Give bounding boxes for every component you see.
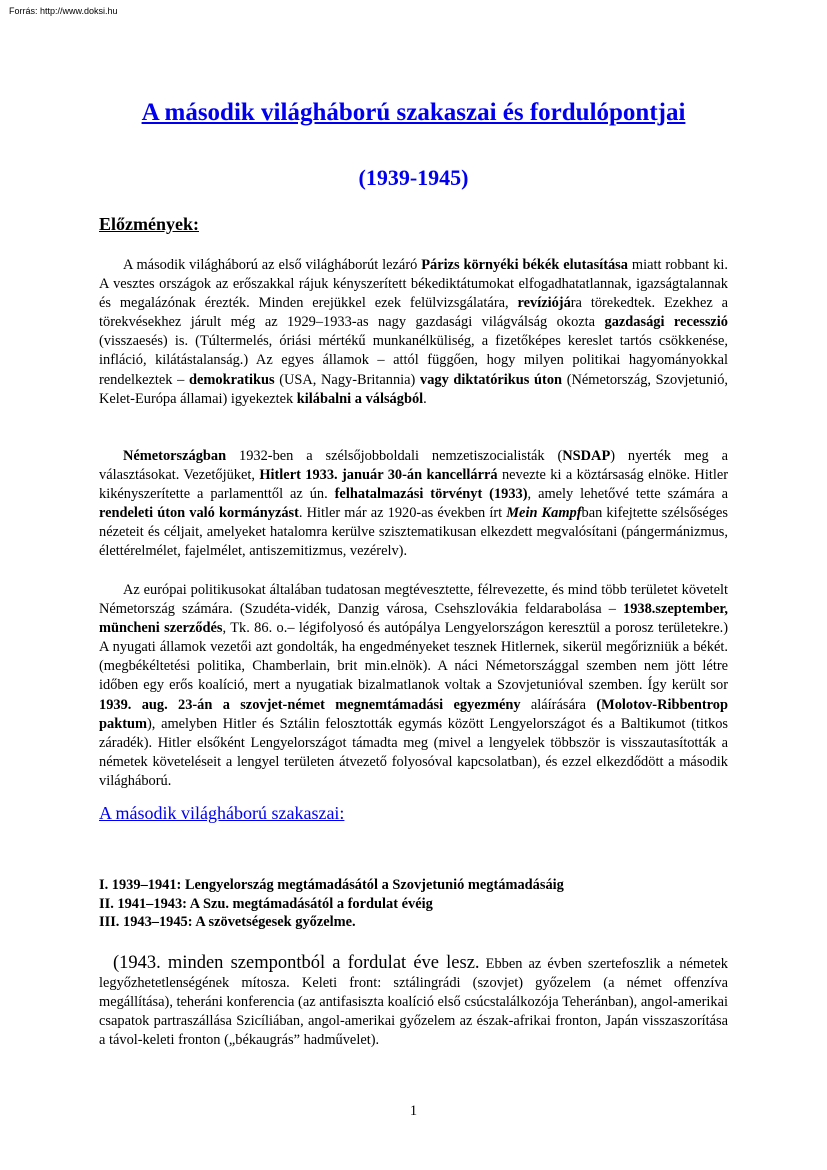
emphasized-text: kilábalni a válságból [296, 390, 424, 407]
emphasized-text: 1938.szeptember, müncheni szerződés [99, 601, 728, 637]
turning-point-text: Ebben az évben szertefoszlik a németek legyőzhetetlenségének mítosza. Keleti front: sztálingrádi (szovjet) győzelem (a német offenzíva megállítása), teheráni konferencia (az antifasiszta koalíció első csúcstalálkozója Teheránban), angol-amerikai csapatok partraszállása Szicíliában, angol-amerikai győzelem az észak-afrikai fronton, Japán visszaszorítása a távol-keleti fronton („békaugrás” hadművelet). [99, 956, 728, 1049]
page-title: A második világháború szakaszai és fordulópontjai [141, 99, 686, 126]
paragraph-turning-point [99, 954, 728, 1050]
paragraph-text: nevezte ki a köztársaság elnöke. Hitler kikényszerítette a parlamenttől az ún. [99, 467, 728, 503]
emphasized-text: rendeleti úton való kormányzást [99, 505, 299, 522]
paragraph-text: , amely lehetővé tette számára a [527, 486, 728, 503]
paragraph-text: aláírására [520, 696, 597, 713]
paragraph-text: . Hitler már az 1920-as években írt [298, 505, 507, 522]
paragraph-text: (visszaesés) is. (Túltermelés, óriási mértékű munkanélküliség, a fizetőképes kereslet tartós csökkenése, infláció, kilátástalanság.) Az egyes államok – attól függően, hogy milyen politikai hagyományokkal rendelkeztek – [99, 333, 728, 388]
emphasized-text: Mein Kampf [506, 505, 582, 522]
turning-point-lead: (1943. minden szempontból a fordulat éve lesz. [113, 953, 480, 973]
emphasized-text: Hitlert 1933. január 30-án kancellárrá [259, 467, 498, 484]
source-url: Forrás: http://www.doksi.hu [9, 6, 118, 16]
stage-item-1: I. 1939–1941: Lengyelország megtámadásától a Szovjetunió megtámadásáig [99, 877, 564, 893]
stages-list [99, 876, 564, 932]
stage-item-3: III. 1943–1945: A szövetségesek győzelme. [99, 914, 356, 930]
emphasized-text: (Molotov-Ribbentrop paktum [99, 696, 728, 732]
stage-item-2: II. 1941–1943: A Szu. megtámadásától a fordulat évéig [99, 895, 433, 912]
paragraph-text: ), amelyben Hitler és Sztálin felosztották egymás között Lengyelországot és a Baltikumot (titkos záradék). Hitler elsőként Lengyelországot támadta meg (mivel a lengyelek többször is visszautasították a németek követeléseit a lengyel területen átvezető folyosóval kapcsolatban), és ezzel elkezdődött a második világháború. [99, 715, 728, 789]
emphasized-text: 1939. aug. 23-án a szovjet-német megnemtámadási egyezmény [99, 696, 521, 713]
paragraph-antecedents [99, 256, 728, 409]
emphasized-text: Párizs környéki békék elutasítása [421, 257, 628, 273]
page-subtitle-years: (1939-1945) [358, 165, 469, 190]
emphasized-text: Németországban [123, 448, 227, 464]
paragraph-text: miatt robbant ki. A vesztes országok az erőszakkal rájuk kényszerített békediktátumokat elfogadhatatlannak, igazságtalannak és megalázónak érezték. Minden erejükkel ezek felülvizsgálatára, [99, 257, 728, 312]
page-number: 1 [409, 1103, 418, 1119]
paragraph-text: Az európai politikusokat általában tudatosan megtévesztette, félrevezette, és mind több területet követelt Németország számára. (Szudéta-vidék, Danzig városa, Csehszlovákia feldarabolása – [99, 582, 728, 618]
section-heading-antecedents: Előzmények: [99, 214, 199, 234]
section-heading-stages: A második világháború szakaszai: [99, 803, 345, 823]
emphasized-text: vagy diktatórikus úton [420, 371, 563, 388]
paragraph-text: . [423, 390, 427, 407]
paragraph-text: (Németország, Szovjetunió, Kelet-Európa államai) igyekeztek [99, 371, 728, 407]
paragraph-text: 1932-ben a szélsőjobboldali nemzetiszocialisták ( [226, 448, 563, 464]
paragraph-text: (USA, Nagy-Britannia) [274, 371, 420, 388]
emphasized-text: revíziójá [517, 295, 571, 312]
paragraph-text: , Tk. 86. o.– légifolyosó és autópálya Lengyelországon keresztül a porosz területekre.) A nyugati államok vezetői azt gondolták, ha engedményeket tesznek Hitlernek, sikerül megőrizniük a békét. (megbékéltetési politika, Chamberlain, brit min.elnök). A náci Németországgal szemben nem jött létre időben egy erős koalíció, mert a nyugatiak bizalmatlanok voltak a Szovjetunióval szemben. Így került sor [99, 620, 728, 694]
paragraph-text: ban kifejtette szélsőséges nézeteit és céljait, amelyeket hatalomra kerülve szisztematikusan elkezdett megvalósítani (pángermánizmus, élettérelmélet, fajelmélet, antiszemitizmus, vezérelv). [99, 505, 728, 560]
paragraph-appeasement [99, 581, 728, 791]
paragraph-germany [99, 447, 728, 562]
paragraph-text: A második világháború az első világháborút lezáró [123, 257, 422, 273]
emphasized-text: demokratikus [189, 371, 275, 388]
emphasized-text: gazdasági recesszió [604, 314, 728, 331]
paragraph-text: ) nyerték meg a választásokat. Vezetőjüket, [99, 448, 728, 484]
emphasized-text: NSDAP [562, 448, 611, 464]
emphasized-text: felhatalmazási törvényt (1933) [334, 486, 528, 503]
paragraph-text: ra törekedtek. Ezekhez a törekvésekhez járult még az 1929–1933-as nagy gazdasági világválság okozta [99, 295, 729, 331]
